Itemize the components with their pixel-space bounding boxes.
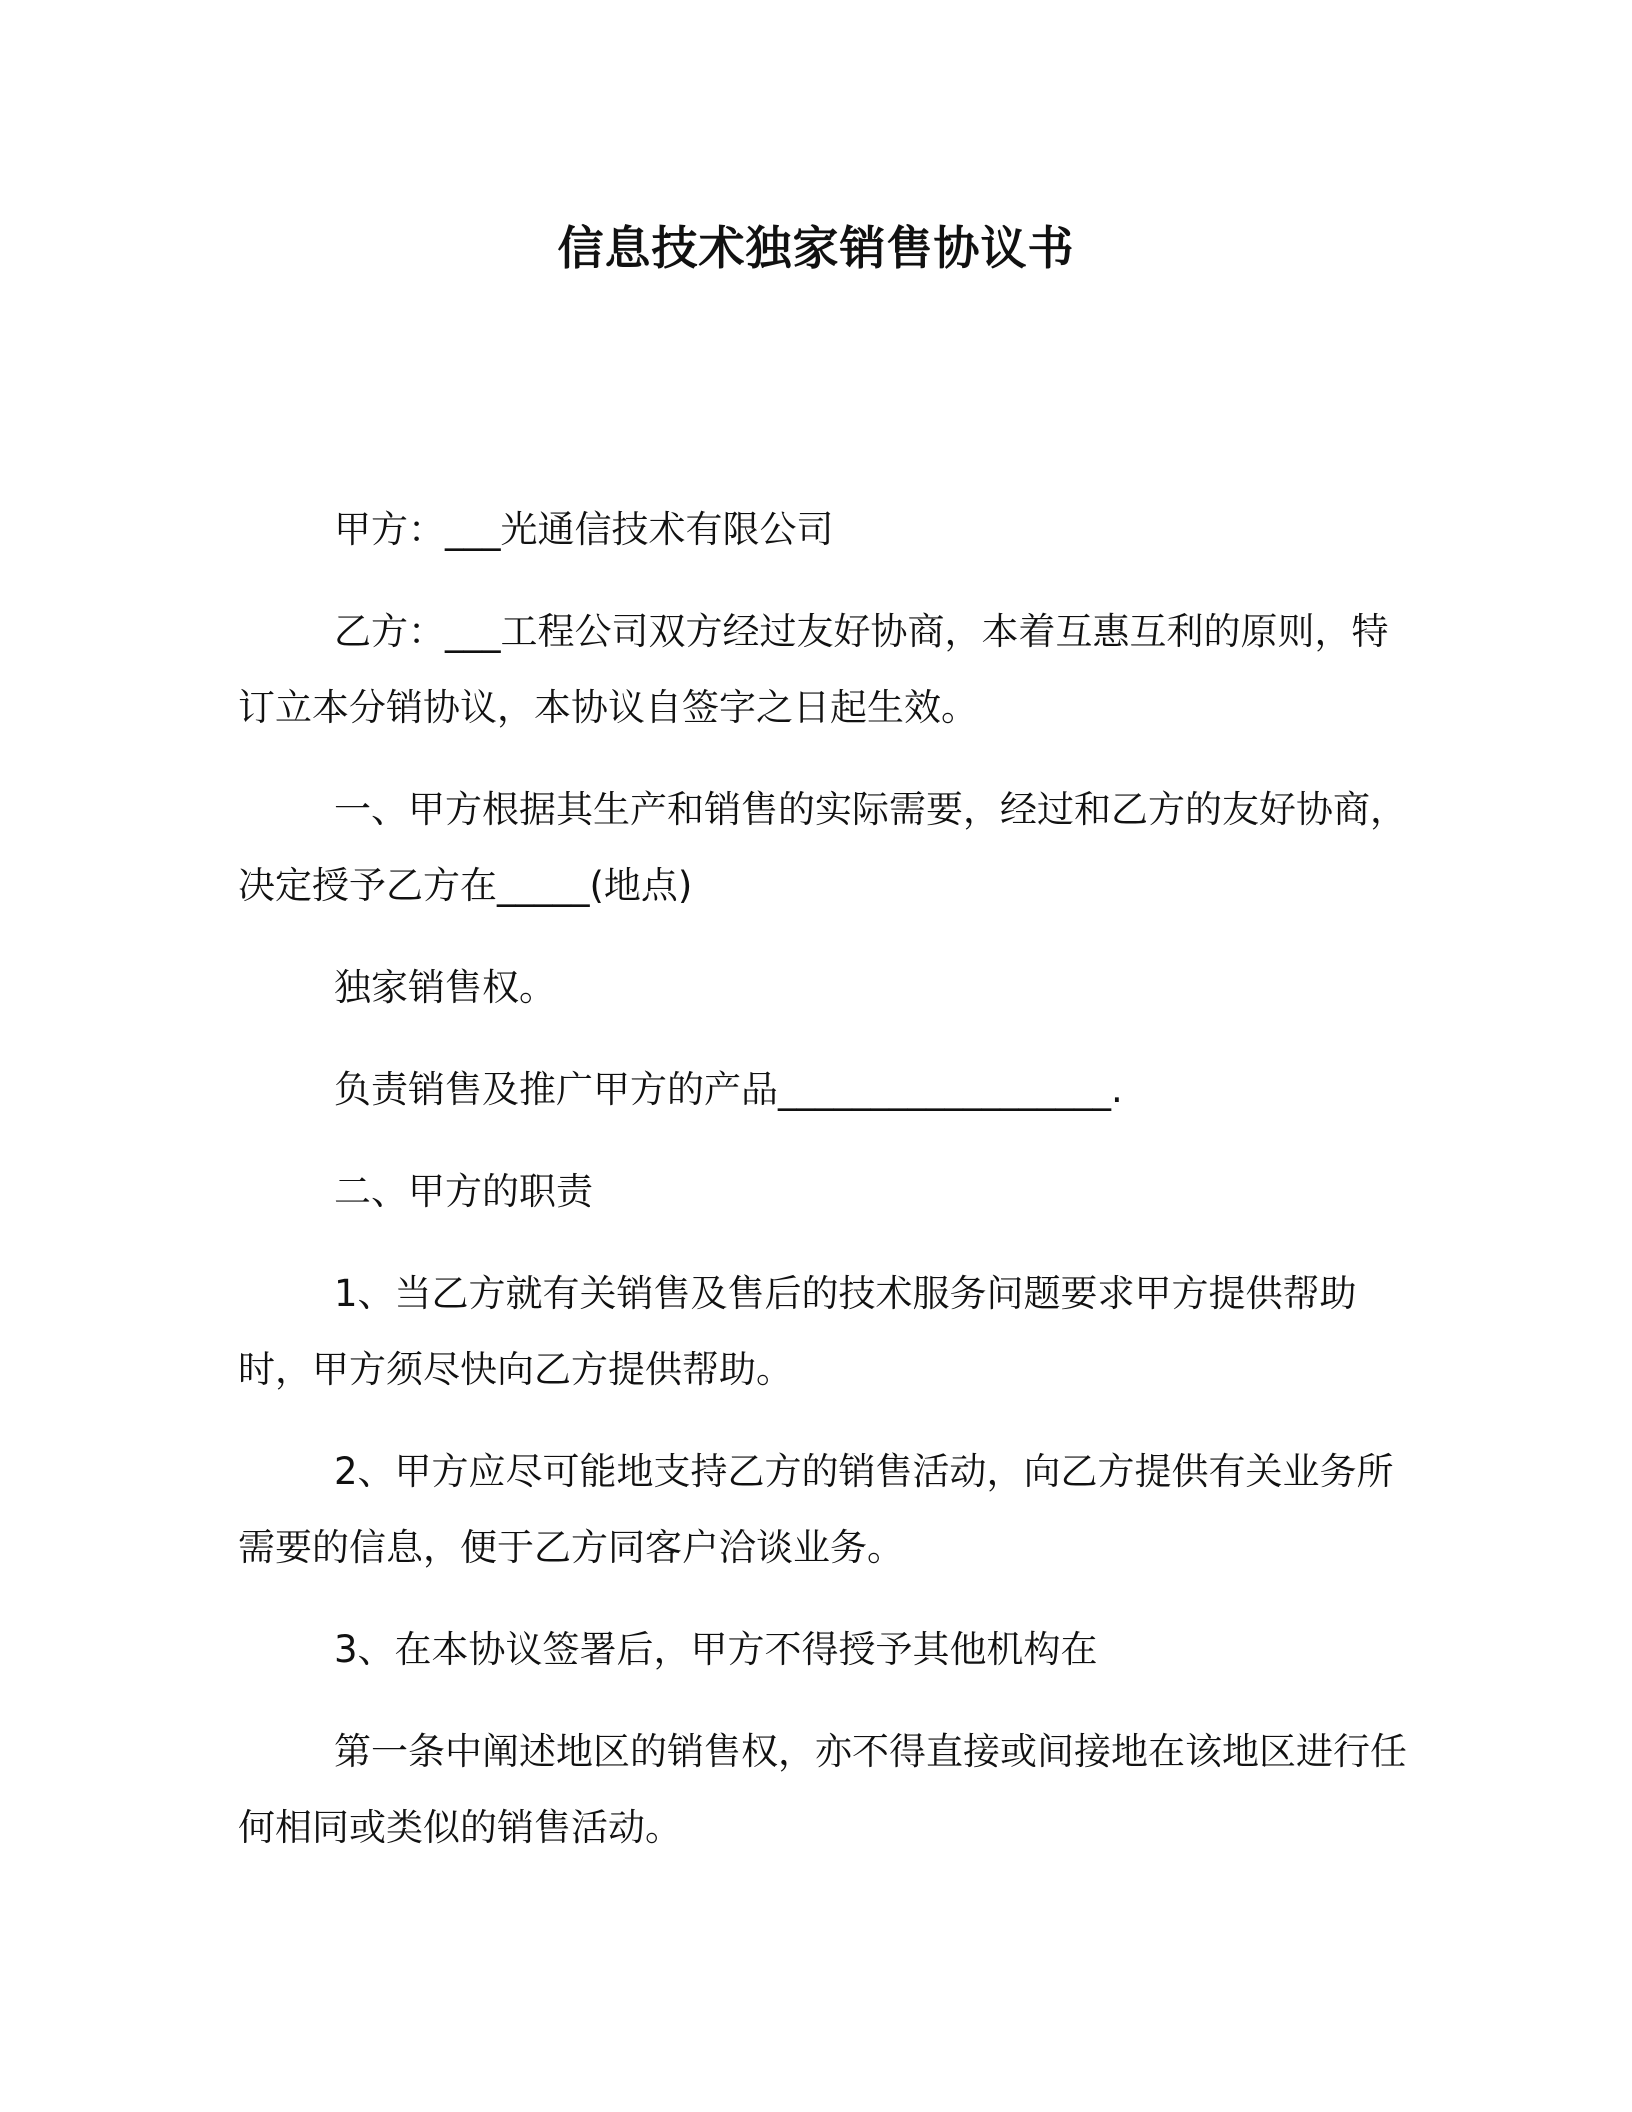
paragraph-duty-2: 2、甲方应尽可能地支持乙方的销售活动，向乙方提供有关业务所需要的信息，便于乙方同客户洽谈业务。 xyxy=(238,1450,1394,1569)
paragraph-duty-1: 1、当乙方就有关销售及售后的技术服务问题要求甲方提供帮助时，甲方须尽快向乙方提供帮助。 xyxy=(238,1272,1357,1391)
paragraph-duty-3: 3、在本协议签署后，甲方不得授予其他机构在 xyxy=(334,1628,1098,1671)
paragraph-duty-3-cont: 第一条中阐述地区的销售权，亦不得直接或间接地在该地区进行任何相同或类似的销售活动。 xyxy=(238,1730,1407,1849)
paragraph-party-a: 甲方：___光通信技术有限公司 xyxy=(334,508,834,551)
paragraph-party-b: 乙方：___工程公司双方经过友好协商，本着互惠互利的原则，特订立本分销协议，本协议自签字之日起生效。 xyxy=(238,610,1389,729)
paragraph-clause-1: 一、甲方根据其生产和销售的实际需要，经过和乙方的友好协商，决定授予乙方在_____(地点) xyxy=(238,788,1407,907)
paragraph-clause-2-heading: 二、甲方的职责 xyxy=(334,1170,593,1213)
document-body xyxy=(238,492,1408,1892)
document-title: 信息技术独家销售协议书 xyxy=(557,221,1075,275)
paragraph-products: 负责销售及推广甲方的产品__________________. xyxy=(334,1068,1123,1111)
paragraph-exclusive-rights: 独家销售权。 xyxy=(334,966,556,1009)
